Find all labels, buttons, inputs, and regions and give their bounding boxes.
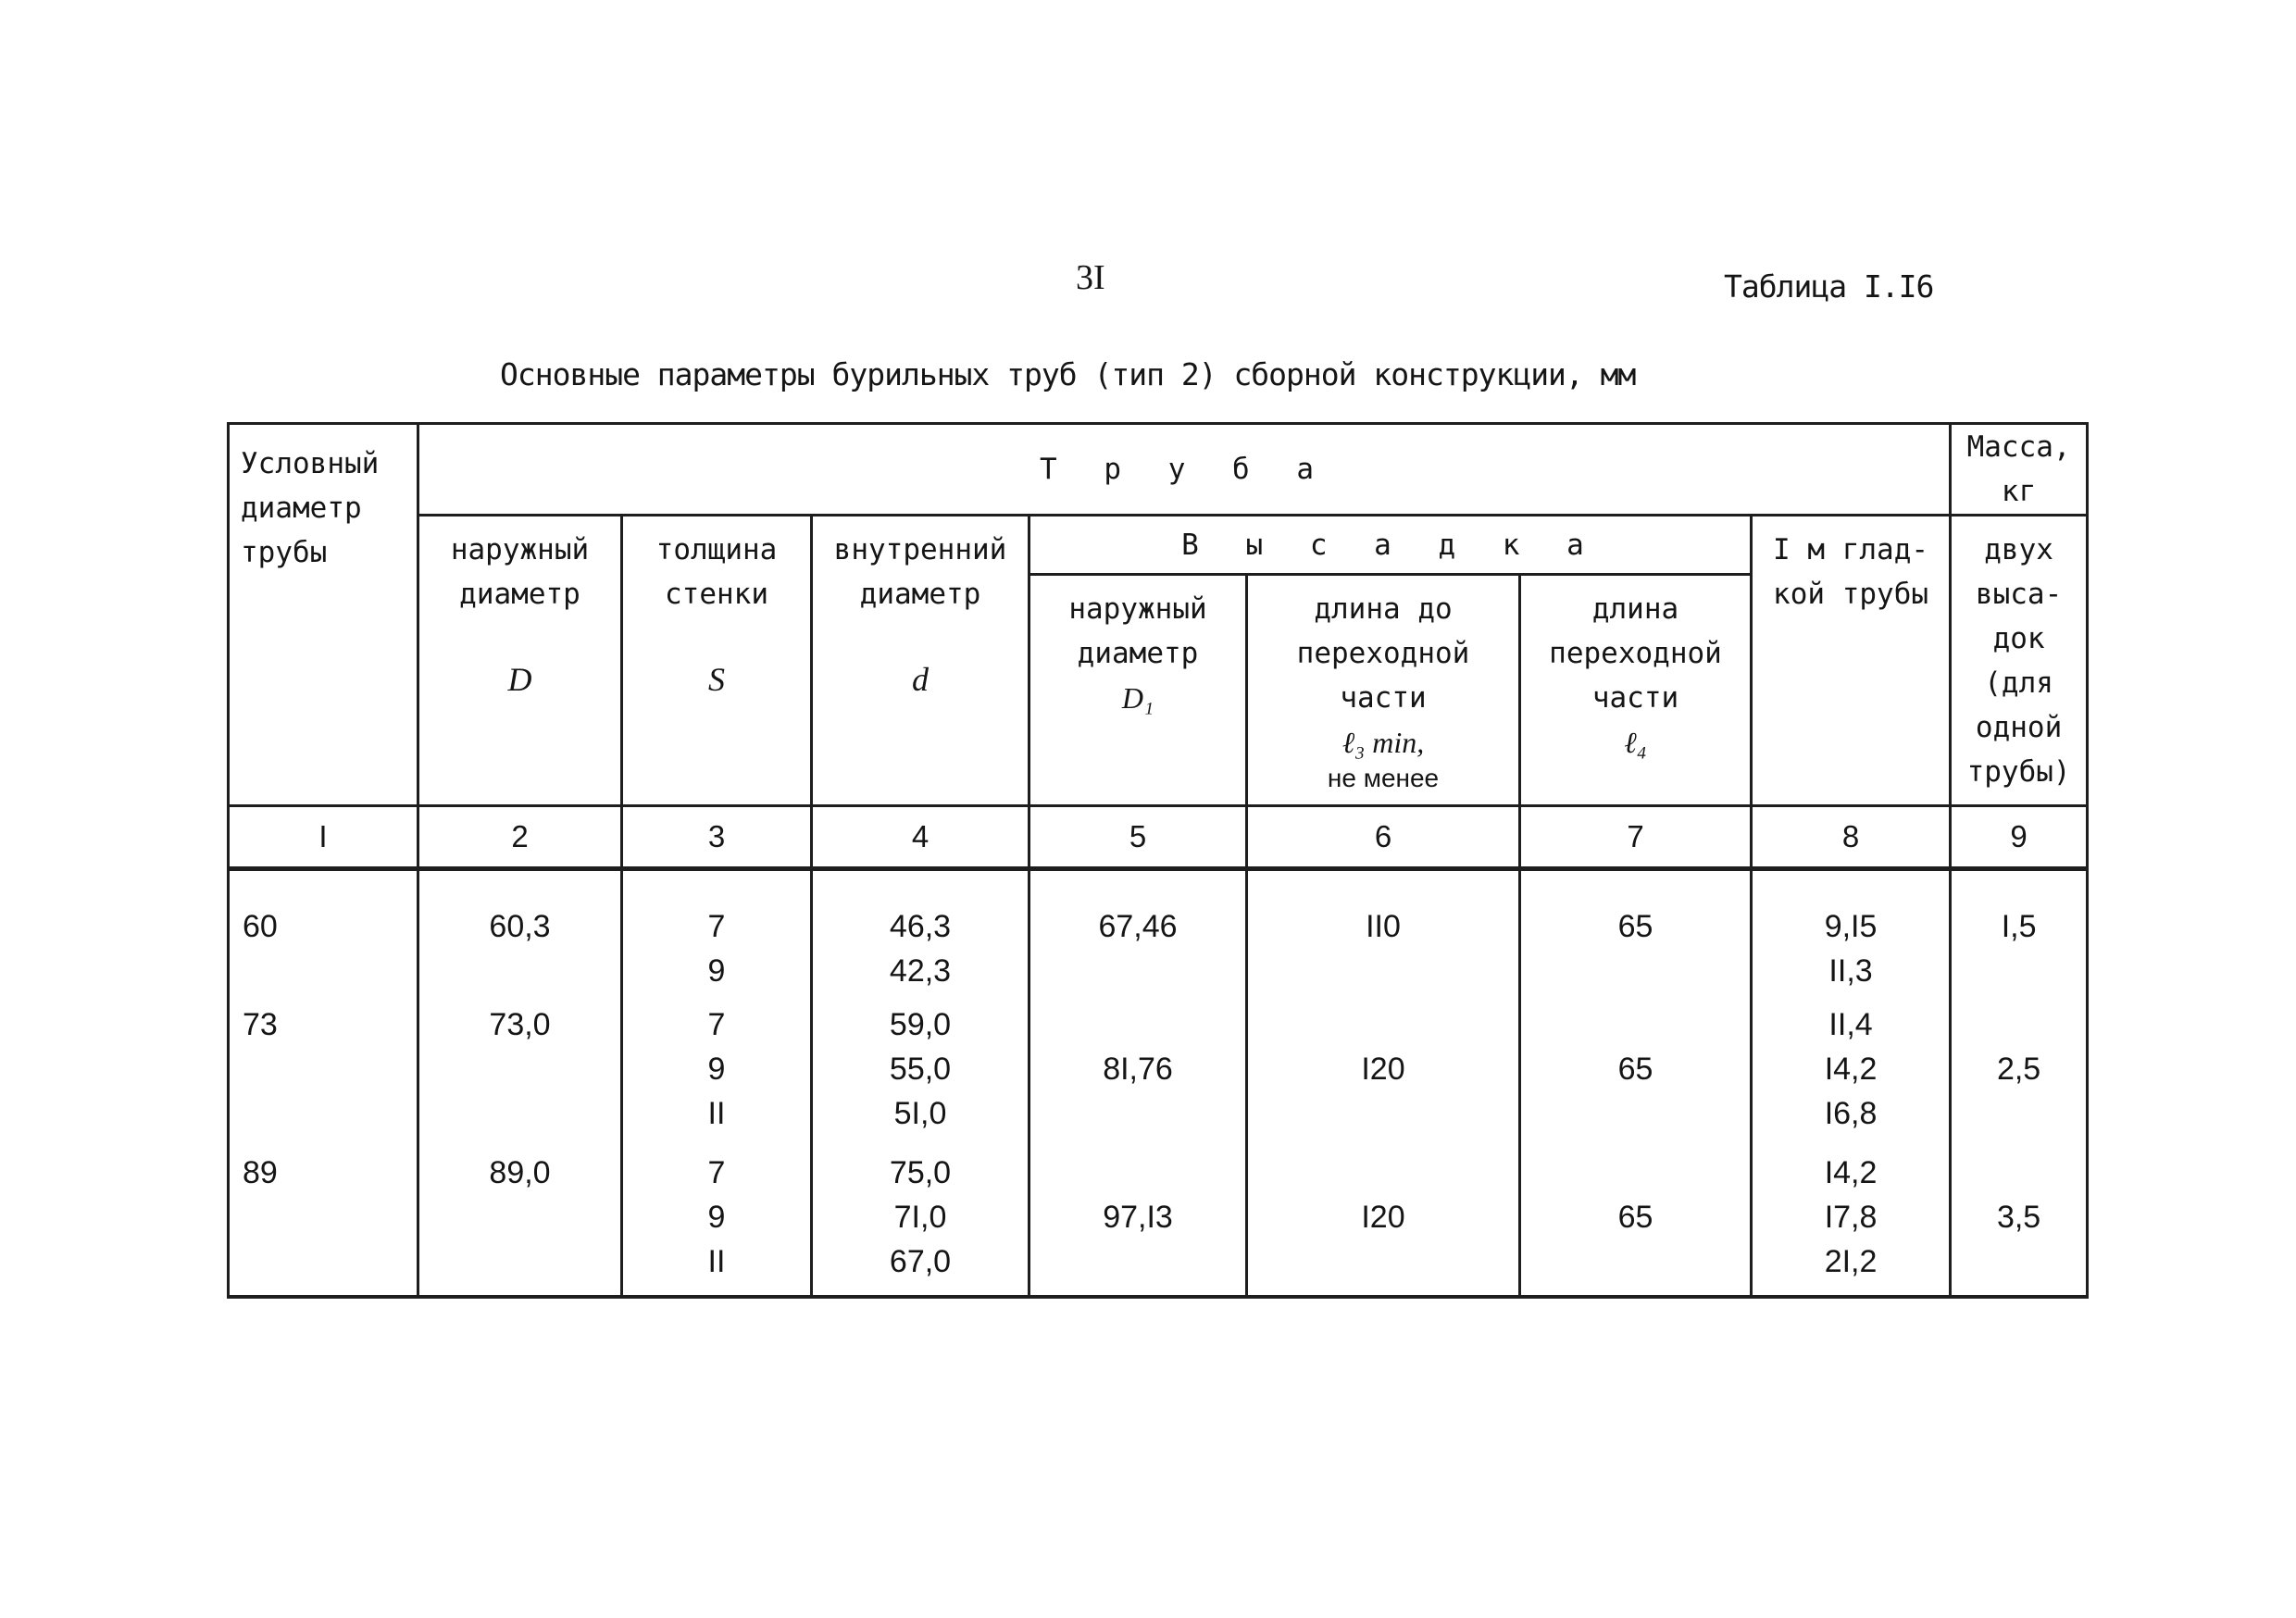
table-row	[229, 869, 2088, 999]
mass-per-meter-cell	[1752, 1147, 1951, 1297]
header-transition-length-symbol: ℓ₄	[1624, 726, 1647, 759]
inner-value: 5I,0	[893, 1095, 947, 1131]
nominal-diameter-cell: 60	[229, 869, 418, 999]
mass-per-meter-value: 9,I5	[1824, 909, 1878, 944]
length-to-transition-cell: I20	[1247, 1147, 1520, 1297]
header-outer-diameter-symbol: D	[507, 661, 532, 698]
length-to-transition-cell: II0	[1247, 869, 1520, 999]
header-inner-diameter-label: внутренний диаметр	[833, 533, 1007, 611]
upset-outer-cell: 67,46	[1029, 869, 1247, 999]
nominal-diameter-cell: 73	[229, 999, 418, 1147]
page-number: 3I	[1076, 258, 1105, 297]
mass-per-meter-value: II,3	[1828, 953, 1873, 989]
wall-value: 7	[707, 1154, 726, 1190]
wall-cell	[622, 999, 812, 1147]
wall-value: 9	[707, 1199, 726, 1235]
inner-value: 46,3	[889, 909, 952, 944]
transition-length-cell: 65	[1520, 1147, 1752, 1297]
column-number: 6	[1247, 806, 1520, 869]
mass-upsets-cell: I,5	[1951, 869, 2088, 999]
header-length-to-transition-note: не менее	[1327, 764, 1440, 792]
mass-per-meter-cell	[1752, 999, 1951, 1147]
inner-value: 42,3	[889, 953, 952, 989]
wall-value: II	[707, 1095, 726, 1131]
upset-outer-cell: 97,I3	[1029, 1147, 1247, 1297]
length-to-transition-cell: I20	[1247, 999, 1520, 1147]
mass-upsets-cell: 3,5	[1951, 1147, 2088, 1297]
wall-cell	[622, 869, 812, 999]
wall-value: 7	[707, 1006, 726, 1042]
mass-per-meter-value: 2I,2	[1824, 1243, 1878, 1279]
outer-diameter-cell: 73,0	[418, 999, 622, 1147]
inner-cell	[812, 999, 1029, 1147]
header-wall-thickness-symbol: S	[708, 661, 725, 698]
header-outer-diameter-label: наружный диаметр	[450, 533, 590, 611]
header-transition-length	[1520, 575, 1752, 806]
wall-value: 9	[707, 953, 726, 989]
header-wall-thickness	[622, 516, 812, 806]
inner-cell	[812, 1147, 1029, 1297]
wall-value: 9	[707, 1051, 726, 1087]
mass-per-meter-value: II,4	[1828, 1006, 1873, 1042]
inner-value: 75,0	[889, 1154, 952, 1190]
parameters-table	[227, 422, 2086, 1292]
column-number: 7	[1520, 806, 1752, 869]
inner-value: 7I,0	[893, 1199, 947, 1235]
inner-cell	[812, 869, 1029, 999]
mass-per-meter-value: I4,2	[1824, 1154, 1878, 1190]
wall-value: II	[707, 1243, 726, 1279]
inner-value: 59,0	[889, 1006, 952, 1042]
header-upset: В ы с а д к а	[1029, 516, 1752, 575]
wall-value: 7	[707, 909, 726, 944]
header-inner-diameter	[812, 516, 1029, 806]
nominal-diameter-cell: 89	[229, 1147, 418, 1297]
mass-upsets-cell: 2,5	[1951, 999, 2088, 1147]
column-number: 8	[1752, 806, 1951, 869]
header-pipe: Т р у б а	[418, 424, 1951, 516]
table-title: Основные параметры бурильных труб (тип 2) сборной конструкции, мм	[500, 356, 1636, 392]
column-number-row	[229, 806, 2088, 869]
column-number: 5	[1029, 806, 1247, 869]
mass-per-meter-cell	[1752, 869, 1951, 999]
transition-length-cell: 65	[1520, 869, 1752, 999]
header-length-to-transition-symbol: ℓ₃ min,	[1341, 726, 1425, 759]
table-row	[229, 999, 2088, 1147]
wall-cell	[622, 1147, 812, 1297]
table-label: Таблица I.I6	[1724, 268, 1934, 305]
column-number: 9	[1951, 806, 2088, 869]
header-outer-diameter	[418, 516, 622, 806]
inner-value: 67,0	[889, 1243, 952, 1279]
header-inner-diameter-symbol: d	[912, 661, 929, 698]
column-number: I	[229, 806, 418, 869]
column-number: 2	[418, 806, 622, 869]
header-upset-outer-diameter-label: наружный диаметр	[1068, 592, 1207, 670]
table-row	[229, 1147, 2088, 1297]
upset-outer-cell: 8I,76	[1029, 999, 1247, 1147]
outer-diameter-cell: 60,3	[418, 869, 622, 999]
column-number: 3	[622, 806, 812, 869]
header-transition-length-label: длина переходной части	[1549, 592, 1722, 715]
mass-per-meter-value: I6,8	[1824, 1095, 1878, 1131]
outer-diameter-cell: 89,0	[418, 1147, 622, 1297]
inner-value: 55,0	[889, 1051, 952, 1087]
header-length-to-transition-label: длина до переходной части	[1296, 592, 1470, 715]
header-length-to-transition	[1247, 575, 1520, 806]
mass-per-meter-value: I7,8	[1824, 1199, 1878, 1235]
header-nominal-diameter: Условный диаметр трубы	[229, 424, 418, 806]
mass-per-meter-value: I4,2	[1824, 1051, 1878, 1087]
column-number: 4	[812, 806, 1029, 869]
header-upset-outer-diameter	[1029, 575, 1247, 806]
header-mass-two-upsets: двух выса-док (для одной трубы)	[1951, 516, 2088, 806]
header-mass-per-meter: I м глад-кой трубы	[1752, 516, 1951, 806]
header-wall-thickness-label: толщина стенки	[655, 533, 778, 611]
header-mass: Масса, кг	[1951, 424, 2088, 516]
transition-length-cell: 65	[1520, 999, 1752, 1147]
header-upset-outer-diameter-symbol: D₁	[1121, 681, 1154, 715]
